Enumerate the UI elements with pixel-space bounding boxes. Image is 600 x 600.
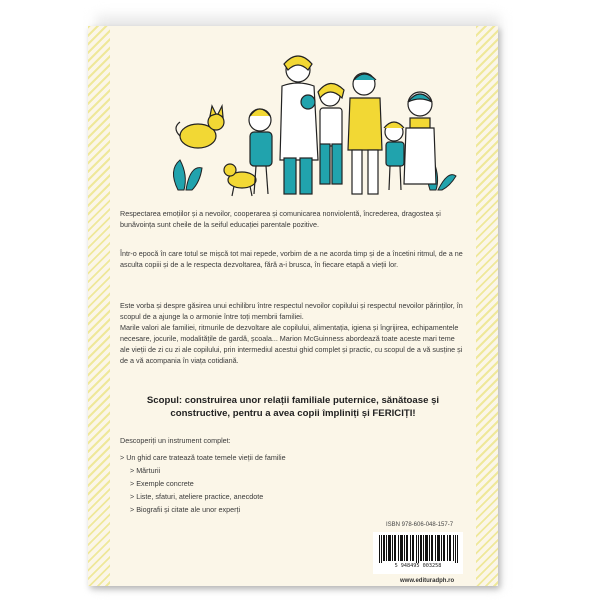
feature-list-intro: Descoperiți un instrument complet: (120, 436, 231, 445)
barcode (373, 532, 463, 574)
feature-list (120, 436, 370, 516)
isbn-label: ISBN 978-606-048-157-7 (386, 522, 454, 528)
barcode-number: 5 948495 003258 (394, 563, 442, 569)
list-item: > Un ghid care tratează toate temele vieții de familie (120, 453, 286, 462)
small-child (384, 122, 404, 190)
mother (280, 56, 318, 194)
family-illustration (158, 40, 458, 200)
child-yellow-hair (318, 83, 344, 184)
list-item: > Liste, sfaturi, ateliere practice, anecdote (130, 492, 264, 501)
publisher-website: www.edituradph.ro (400, 578, 455, 584)
list-item: > Mărturii (130, 466, 161, 475)
paragraph-text: Marile valori ale familiei, ritmurile de dezvoltare ale copilului, alimentația, igiena și îngrijirea, echipamentele necesare, jocurile, modalitățile de gardă, școala... Marion McGuinness abordează toate aceste mari teme ale vieții de zi cu zi ale copilului, prin intermediul acestui ghid complet și practic, cu scopul de a vă susține și de a vă acompania în viața cotidiană. (120, 323, 463, 365)
cat (176, 106, 224, 148)
list-item: > Exemple concrete (130, 479, 194, 488)
paragraph-text: Într-o epocă în care totul se mișcă tot mai repede, vorbim de a ne acorda timp și de a încetini ritmul, de a ne asculta copiii și de a le respecta dezvoltarea, fără a-i brusca, în fiecare etapă a vieții lor. (120, 249, 463, 269)
dog (224, 164, 256, 196)
list-item: > Biografii și citate ale unor experți (130, 505, 241, 514)
right-stripe-border (476, 26, 498, 586)
paragraph-1 (120, 208, 466, 230)
paragraph-2 (120, 248, 466, 270)
grandmother (404, 92, 436, 184)
barcode-bars (379, 535, 459, 563)
book-back-cover (88, 26, 498, 586)
father (348, 73, 382, 194)
paragraph-4 (120, 322, 466, 366)
plant-left (173, 160, 202, 190)
paragraph-text: Este vorba și despre găsirea unui echilibru între respectul nevoilor copilului și respectul nevoilor părinților, în scopul de a ajunge la o armonie între toți membrii familiei. (120, 301, 463, 321)
paragraph-text: Respectarea emoțiilor și a nevoilor, cooperarea și comunicarea nonviolentă, încrederea, dragostea și bunăvoința sunt cheile de la seiful educației parentale pozitive. (120, 209, 441, 229)
slogan: Scopul: construirea unor relații familiale puternice, sănătoase și constructive, pentru a avea copii împliniți și FERICIȚI! (146, 395, 440, 419)
paragraph-3 (120, 300, 466, 322)
left-stripe-border (88, 26, 110, 586)
